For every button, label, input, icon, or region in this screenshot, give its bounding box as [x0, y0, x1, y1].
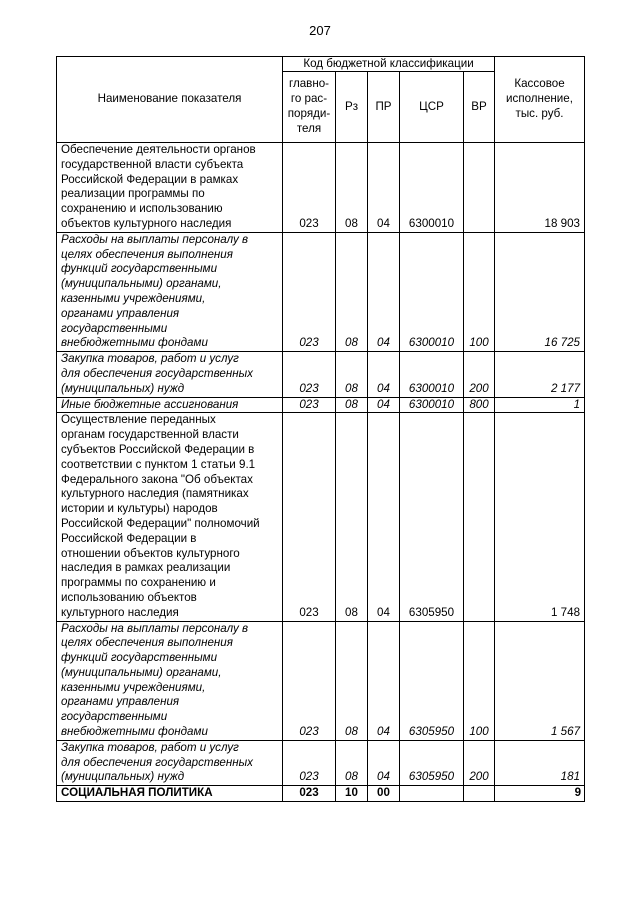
table-row [57, 740, 585, 785]
table-row [57, 143, 585, 233]
row-pr: 04 [368, 413, 400, 621]
row-sum: 9 [495, 786, 585, 802]
row-csr: 6305950 [400, 413, 464, 621]
row-glav: 023 [283, 413, 336, 621]
header-sum: Кассовое исполнение, тыс. руб. [495, 57, 585, 143]
row-pr: 04 [368, 740, 400, 785]
header-name: Наименование показателя [57, 57, 283, 143]
row-glav: 023 [283, 143, 336, 233]
table-body [57, 143, 585, 802]
row-sum: 2 177 [495, 352, 585, 397]
header-pr: ПР [368, 72, 400, 143]
row-name: СОЦИАЛЬНАЯ ПОЛИТИКА [57, 786, 283, 802]
header-vr: ВР [464, 72, 495, 143]
row-sum: 181 [495, 740, 585, 785]
row-pr: 00 [368, 786, 400, 802]
row-sum: 16 725 [495, 232, 585, 351]
row-pr: 04 [368, 143, 400, 233]
row-rz: 08 [336, 143, 368, 233]
row-csr: 6300010 [400, 143, 464, 233]
row-rz: 08 [336, 352, 368, 397]
header-code-group: Код бюджетной классификации [283, 57, 495, 72]
row-glav: 023 [283, 621, 336, 740]
row-vr: 100 [464, 232, 495, 351]
row-name: Закупка товаров, работ и услуг для обеспечения государственных (муниципальных) нужд [57, 740, 283, 785]
row-name: Иные бюджетные ассигнования [57, 397, 283, 413]
row-name: Расходы на выплаты персоналу в целях обеспечения выполнения функций государственными (муниципальными) органами, казенными учреждениями, органами управления государственными внебюджетными фондами [57, 232, 283, 351]
row-pr: 04 [368, 352, 400, 397]
row-vr: 200 [464, 352, 495, 397]
header-rz: Рз [336, 72, 368, 143]
row-sum: 1 [495, 397, 585, 413]
row-csr: 6305950 [400, 740, 464, 785]
row-glav: 023 [283, 352, 336, 397]
row-pr: 04 [368, 397, 400, 413]
table-row [57, 786, 585, 802]
row-glav: 023 [283, 397, 336, 413]
row-vr [464, 786, 495, 802]
header-glav: главно- го рас- поряди- теля [283, 72, 336, 143]
row-vr: 800 [464, 397, 495, 413]
row-rz: 08 [336, 621, 368, 740]
row-csr: 6300010 [400, 352, 464, 397]
row-vr [464, 413, 495, 621]
row-pr: 04 [368, 621, 400, 740]
row-csr [400, 786, 464, 802]
row-rz: 10 [336, 786, 368, 802]
table-row [57, 413, 585, 621]
row-sum: 18 903 [495, 143, 585, 233]
row-glav: 023 [283, 740, 336, 785]
row-rz: 08 [336, 413, 368, 621]
row-sum: 1 567 [495, 621, 585, 740]
row-rz: 08 [336, 397, 368, 413]
table-row [57, 352, 585, 397]
table-header [57, 57, 585, 143]
page-number: 207 [309, 23, 331, 38]
table-row [57, 397, 585, 413]
header-csr: ЦСР [400, 72, 464, 143]
row-name: Обеспечение деятельности органов государственной власти субъекта Российской Федерации в рамках реализации программы по сохранению и использованию объектов культурного наследия [57, 143, 283, 233]
row-rz: 08 [336, 740, 368, 785]
row-pr: 04 [368, 232, 400, 351]
row-name: Закупка товаров, работ и услуг для обеспечения государственных (муниципальных) нужд [57, 352, 283, 397]
row-vr [464, 143, 495, 233]
row-name: Расходы на выплаты персоналу в целях обеспечения выполнения функций государственными (муниципальными) органами, казенными учреждениями, органами управления государственными внебюджетными фондами [57, 621, 283, 740]
row-vr: 200 [464, 740, 495, 785]
row-glav: 023 [283, 232, 336, 351]
row-csr: 6305950 [400, 621, 464, 740]
row-sum: 1 748 [495, 413, 585, 621]
row-csr: 6300010 [400, 232, 464, 351]
table-row [57, 621, 585, 740]
table-row [57, 232, 585, 351]
row-rz: 08 [336, 232, 368, 351]
row-csr: 6300010 [400, 397, 464, 413]
budget-table [56, 56, 585, 802]
row-glav: 023 [283, 786, 336, 802]
row-vr: 100 [464, 621, 495, 740]
row-name: Осуществление переданных органам государственной власти субъектов Российской Федерации в соответствии с пунктом 1 статьи 9.1 Федерального закона "Об объектах культурного наследия (памятниках истории и культуры) народов Российской Федерации" полномочий Российской Федерации в отношении объектов культурного наследия в рамках реализации программы по сохранению и использованию объектов культурного наследия [57, 413, 283, 621]
